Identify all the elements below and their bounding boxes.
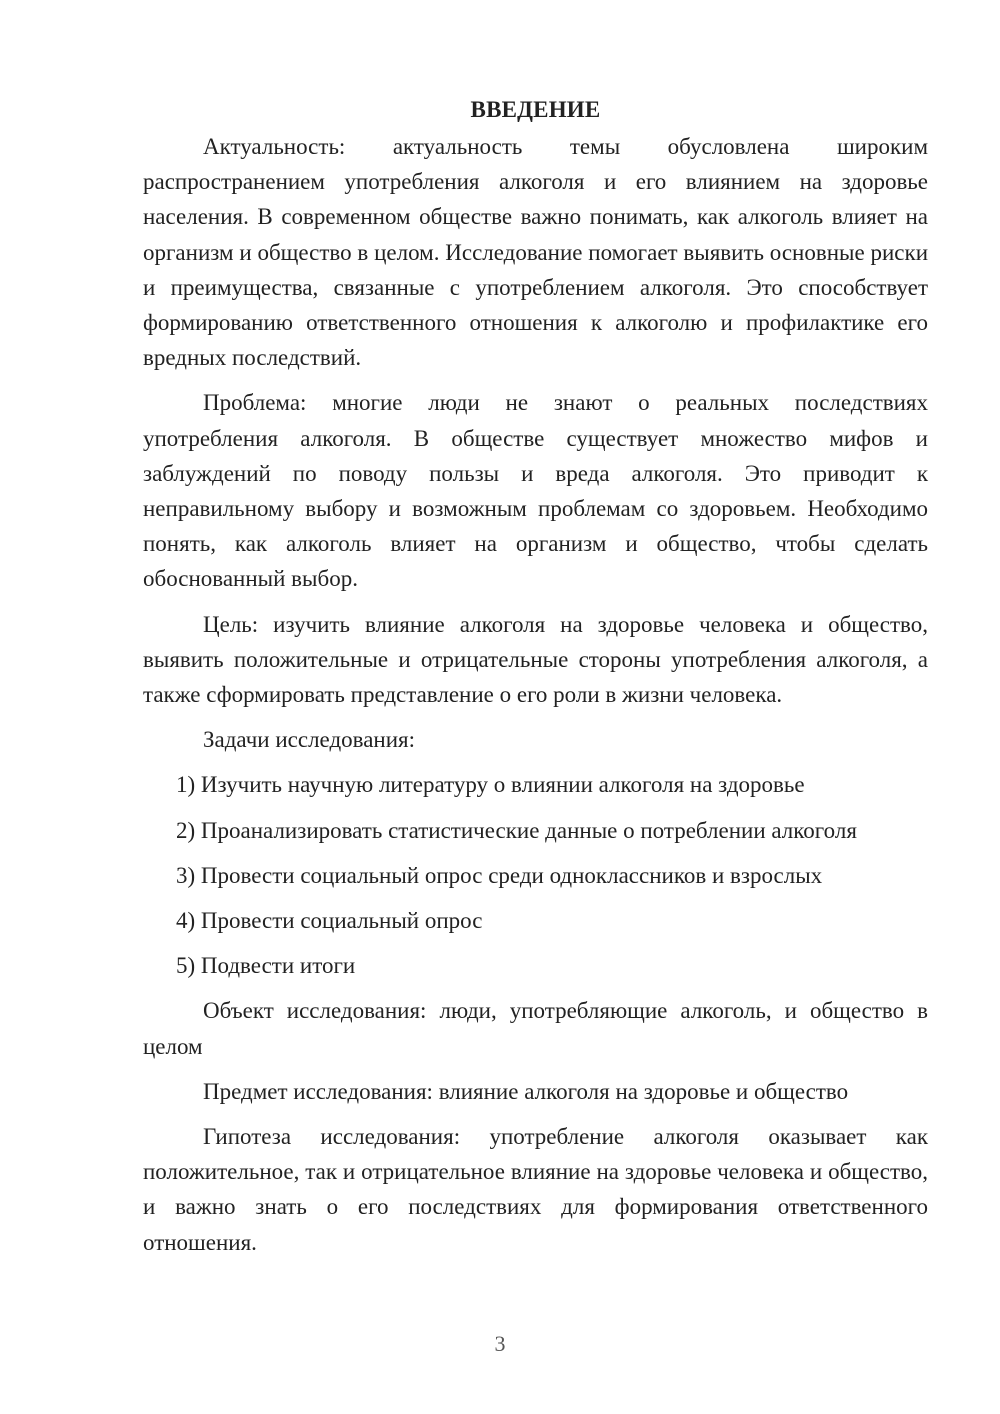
page-content (143, 92, 928, 1270)
paragraph-goal: Цель: изучить влияние алкоголя на здоровье человека и общество, выявить положительные и отрицательные стороны употребления алкоголя, а также сформировать представление о его роли в жизни человека. (143, 611, 928, 708)
list-item: 5) Подвести итоги (176, 953, 356, 979)
paragraph-object: Объект исследования: люди, употребляющие алкоголь, и общество в целом (143, 998, 928, 1059)
paragraph-subject: Предмет исследования: влияние алкоголя на здоровье и общество (203, 1078, 849, 1104)
tasks-list (143, 767, 928, 983)
paragraph-tasks-heading: Задачи исследования: (203, 727, 416, 753)
paragraph-problem: Проблема: многие люди не знают о реальных последствиях употребления алкоголя. В обществе существует множество мифов и заблуждений по поводу пользы и вреда алкоголя. Это приводит к неправильному выбору и возможным проблемам со здоровьем. Необходимо понять, как алкоголь влияет на организм и общество, чтобы сделать обоснованный выбор. (143, 390, 928, 592)
list-item: 4) Провести социальный опрос (176, 908, 483, 934)
page-heading: ВВЕДЕНИЕ (470, 97, 601, 122)
page-number: 3 (494, 1331, 506, 1356)
list-item: 1) Изучить научную литературу о влиянии алкоголя на здоровье (176, 772, 805, 798)
list-item: 3) Провести социальный опрос среди одноклассников и взрослых (176, 862, 823, 888)
list-item: 2) Проанализировать статистические данные о потреблении алкоголя (176, 817, 857, 843)
paragraph-hypothesis: Гипотеза исследования: употребление алкоголя оказывает как положительное, так и отрицательное влияние на здоровье человека и общество, и важно знать о его последствиях для формирования ответственного отношения. (143, 1124, 928, 1255)
paragraph-relevance: Актуальность: актуальность темы обусловлена широким распространением употребления алкоголя и его влиянием на здоровье населения. В современном обществе важно понимать, как алкоголь влияет на организм и общество в целом. Исследование помогает выявить основные риски и преимущества, связанные с употреблением алкоголя. Это способствует формированию ответственного отношения к алкоголю и профилактике его вредных последствий. (143, 134, 928, 371)
